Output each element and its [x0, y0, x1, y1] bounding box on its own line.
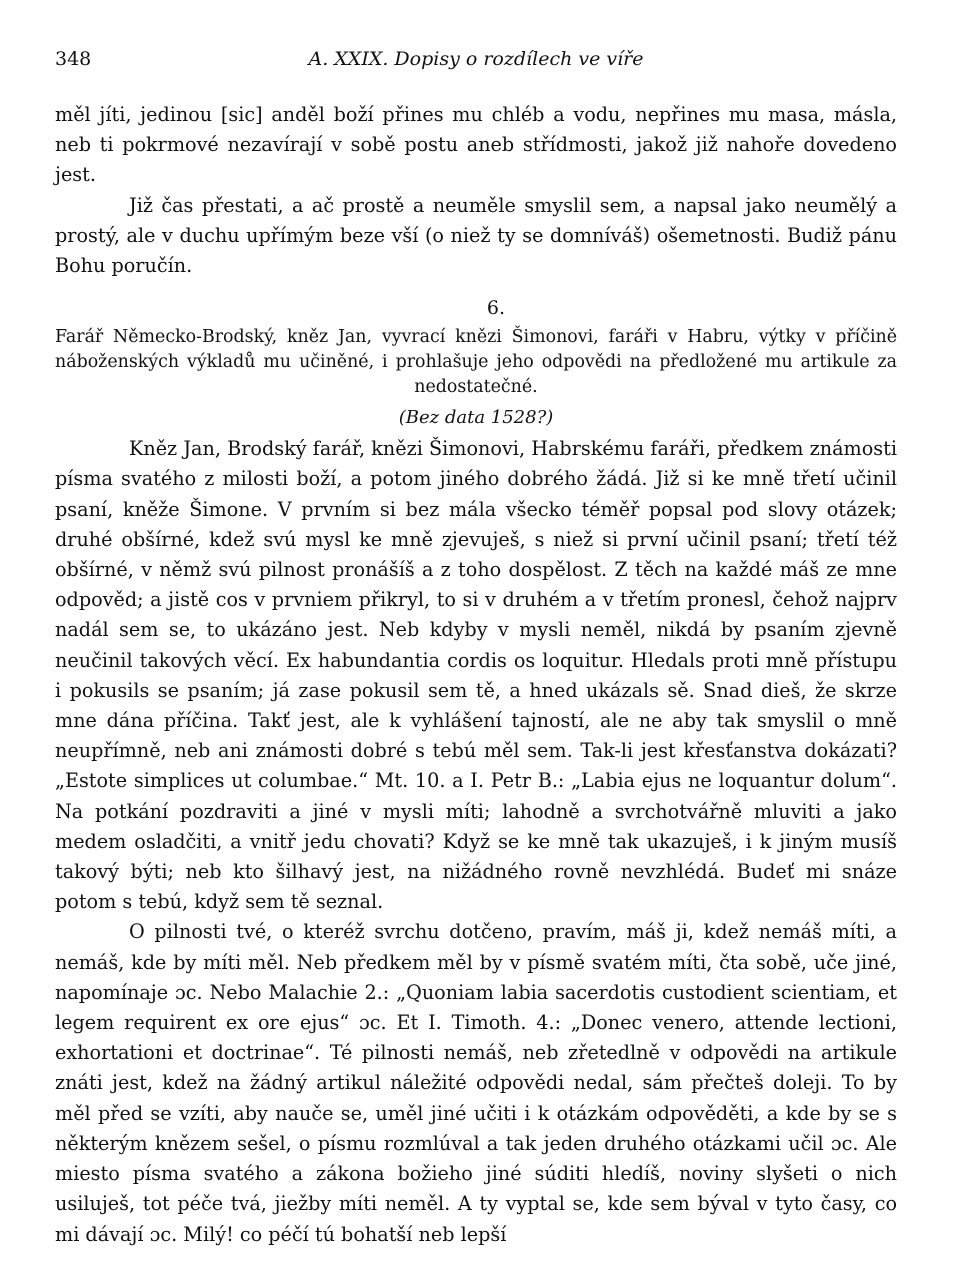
closing-paragraph: Již čas přestati, a ač prostě a neuměle smyslil sem, a napsal jako neumělý a prostý, ale v duchu upřímým beze vší (o niež ty se domníváš) ošemetnosti. Budiž pánu Bohu poručín.: [55, 193, 897, 278]
page-body: [55, 100, 897, 1250]
letter-paragraph: Kněz Jan, Brodský farář, knězi Šimonovi, Habrskému faráři, předkem známosti písma svatého z milosti boží, a potom jiného dobrého žádá. Již si ke mně třetí učinil psaní, kněže Šimone. V prvním si bez mála všecko téměř popsal pod slovy otázek; druhé obšírné, kdež svú mysl ke mně zjevuješ, s niež si první učinil psaní; třetí též obšírné, v němž svú pilnost pronášíš a z toho dospělost. Z těch na každé máš ze mne odpověd; a jistě cos v prvniem přikryl, to si v druhém a v třetím pronesl, čehož najprv nadál sem se, to ukázáno jest. Neb kdyby v mysli neměl, nikdá by psaním zjevně neučinil takových věcí. Ex habundantia cordis os loquitur. Hledals proti mně přístupu i pokusils se psaním; já zase pokusil sem tě, a hned ukázals sě. Snad dieš, že skrze mne dána příčina. Takť jest, ale k vyhlášení tajností, ale ne aby tak smyslil o mně neupřímně, neb ani známosti dobré s tebú měl sem. Tak-li jest křesťanstva dokázati? „Estote simplices ut columbae.“ Mt. 10. a I. Petr B.: „Labia ejus ne loquantur dolum“. Na potkání pozdraviti a jiné v mysli míti; lahodně a svrchotvářně mluviti a jako medem osladčiti, a vnitř jedu chovati? Když se ke mně tak ukazuješ, i k jiným musíš takový býti; neb kto šilhavý jest, na nižádného rovně nevzhlédá. Budeť mi snáze potom s tebú, když sem tě seznal.: [55, 437, 897, 914]
letter-paragraph: O pilnosti tvé, o kteréž svrchu dotčeno, pravím, máš ji, kdež nemáš míti, a nemáš, kde by míti měl. Neb předkem měl by v písmě svatém míti, čta sobě, uče jiné, napomínaje ɔc. Nebo Malachie 2.: „Quoniam labia sacerdotis custodient scientiam, et legem requirent ex ore ejus“ ɔc. Et I. Timoth. 4.: „Donec venero, attende lectioni, exhortationi et doctrinae“. Té pilnosti nemáš, neb zřetedlně v odpovědi na artikule znáti jest, kdež na žádný artikul náležité odpovědi nedal, sám přečteš doleji. To by měl před se vzíti, aby nauče se, uměl jiné učiti i k otázkám odpověděti, a kde by se s některým knězem sešel, o písmu rozmlúval a tak jeden druhého otázkami učil ɔc. Ale miesto písma svatého a zákona božieho jiné súditi hledíš, noviny slyšeti o nich usiluješ, tot péče tvá, jiežby míti neměl. A ty vyptal se, kde sem býval v tyto časy, co mi dávají ɔc. Milý! co péčí tú bohatší neb lepší: [55, 920, 897, 1246]
page-number: 348: [55, 48, 92, 70]
section-number: 6.: [486, 297, 506, 320]
section-date: (Bez data 1528?): [398, 407, 554, 429]
continued-paragraph: měl jíti, jedinou [sic] anděl boží přines mu chléb a vodu, nepřines mu masa, másla, neb ti pokrmové nezavírají v sobě postu aneb střídmosti, jakož již nahoře dovedeno jest.: [55, 103, 897, 187]
running-head: A. XXIX. Dopisy o rozdílech ve víře: [308, 48, 644, 70]
section-summary: Farář Německo-Brodský, kněz Jan, vyvrací knězi Šimonovi, faráři v Habru, výtky v příčině náboženských výkladů mu učiněné, i prohlašuje jeho odpovědi na předložené mu artikule za nedostatečné.: [55, 327, 897, 398]
page-header: [55, 48, 897, 76]
